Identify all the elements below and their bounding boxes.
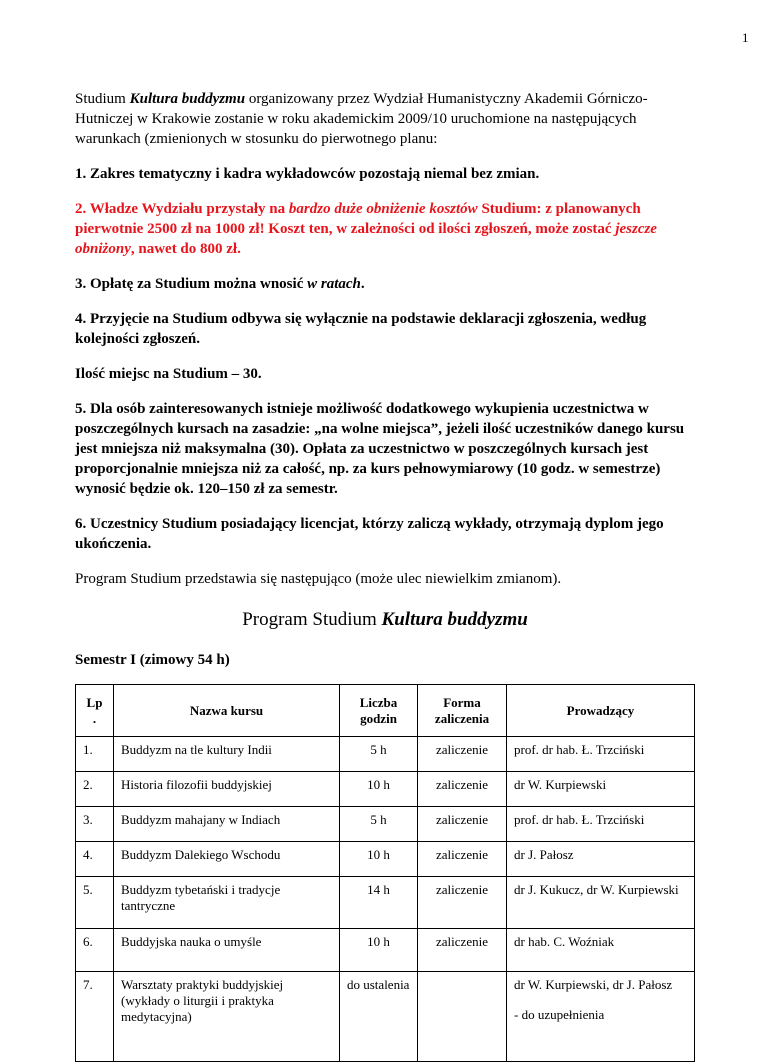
cell-course-name: Historia filozofii buddyjskiej [114, 772, 340, 807]
point-2-e: , nawet do 800 zł. [130, 241, 241, 257]
cell-lp: 2. [76, 772, 114, 807]
header-form: Forma zaliczenia [418, 685, 507, 737]
intro-paragraph [75, 89, 695, 149]
point-6: 6. Uczestnicy Studium posiadający licencjat, którzy zaliczą wykłady, otrzymają dyplom jego ukończenia. [75, 516, 664, 552]
cell-form: zaliczenie [418, 877, 507, 929]
semester-heading: Semestr I (zimowy 54 h) [75, 652, 230, 668]
cell-form [418, 972, 507, 1062]
cell-hours: 10 h [340, 842, 418, 877]
table-row [76, 737, 695, 772]
cell-form: zaliczenie [418, 842, 507, 877]
point-2 [75, 199, 695, 259]
program-title [75, 608, 695, 632]
places-count: Ilość miejsc na Studium – 30. [75, 366, 262, 382]
cell-course-name: Buddyzm Dalekiego Wschodu [114, 842, 340, 877]
cell-lp: 5. [76, 877, 114, 929]
cell-lecturer: dr W. Kurpiewski [507, 772, 695, 807]
program-title-pre: Program Studium [242, 609, 382, 630]
cell-course-name: Buddyjska nauka o umyśle [114, 929, 340, 972]
cell-course-name: Buddyzm tybetański i tradycje tantryczne [114, 877, 340, 929]
header-hours: Liczba godzin [340, 685, 418, 737]
point-4: 4. Przyjęcie na Studium odbywa się wyłącznie na podstawie deklaracji zgłoszenia, według kolejności zgłoszeń. [75, 311, 647, 347]
cell-lecturer: prof. dr hab. Ł. Trzciński [507, 807, 695, 842]
header-lecturer: Prowadzący [507, 685, 695, 737]
cell-lp: 3. [76, 807, 114, 842]
cell-form: zaliczenie [418, 929, 507, 972]
cell-form: zaliczenie [418, 737, 507, 772]
cell-lp: 1. [76, 737, 114, 772]
table-row [76, 929, 695, 972]
cell-lp: 7. [76, 972, 114, 1062]
lecturer-note: - do uzupełnienia [514, 1007, 605, 1022]
point-3-b: w ratach [307, 276, 361, 292]
cell-lecturer: dr hab. C. Woźniak [507, 929, 695, 972]
cell-hours: 10 h [340, 929, 418, 972]
table-row [76, 772, 695, 807]
cell-hours: 5 h [340, 807, 418, 842]
intro-post: organizowany przez Wydział Humanistyczny Akademii Górniczo-Hutniczej w Krakowie zostanie w roku akademickim 2009/10 uruchomione na następujących warunkach (zmienionych w stosunku do pierwotnego planu: [75, 91, 648, 147]
cell-lp: 4. [76, 842, 114, 877]
header-lp: Lp . [76, 685, 114, 737]
course-table [75, 684, 695, 1062]
cell-form: zaliczenie [418, 772, 507, 807]
cell-lecturer [507, 972, 695, 1062]
cell-lecturer: dr J. Kukucz, dr W. Kurpiewski [507, 877, 695, 929]
cell-hours: 10 h [340, 772, 418, 807]
point-3-c: . [360, 276, 365, 292]
cell-course-name: Buddyzm mahajany w Indiach [114, 807, 340, 842]
intro-pre: Studium [75, 91, 130, 107]
cell-lecturer: prof. dr hab. Ł. Trzciński [507, 737, 695, 772]
point-3-a: 3. Opłatę za Studium można wnosić [75, 276, 308, 292]
cell-course-name: Buddyzm na tle kultury Indii [114, 737, 340, 772]
table-row [76, 842, 695, 877]
cell-form: zaliczenie [418, 807, 507, 842]
table-row [76, 972, 695, 1062]
point-2-d: jeszcze obniżony [75, 221, 657, 257]
lecturer-names: dr W. Kurpiewski, dr J. Pałosz [514, 977, 673, 992]
cell-lp: 6. [76, 929, 114, 972]
point-2-a: 2. Władze Wydziału przystały na [75, 201, 289, 217]
point-3 [75, 274, 695, 294]
cell-course-name: Warsztaty praktyki buddyjskiej (wykłady o liturgii i praktyka medytacyjna) [114, 972, 340, 1062]
table-row [76, 877, 695, 929]
program-intro: Program Studium przedstawia się następująco (może ulec niewielkim zmianom). [75, 571, 562, 587]
program-title-name: Kultura buddyzmu [381, 609, 528, 630]
intro-study-name: Kultura buddyzmu [129, 91, 246, 107]
point-1: 1. Zakres tematyczny i kadra wykładowców pozostają niemal bez zmian. [75, 166, 540, 182]
header-course-name: Nazwa kursu [114, 685, 340, 737]
page-number: 1 [742, 30, 749, 45]
point-5: 5. Dla osób zainteresowanych istnieje możliwość dodatkowego wykupienia uczestnictwa w poszczególnych kursach na zasadzie: „na wolne miejsca”, jeżeli ilość uczestników danego kursu jest mniejsza niż maksymalna (30). Opłata za uczestnictwo w poszczególnych kursach jest proporcjonalnie mniejsza niż za całość, np. za kurs pełnowymiarowy (10 godz. w semestrze) wynosić będzie ok. 120–150 zł za semestr. [75, 401, 685, 497]
cell-hours: do ustalenia [340, 972, 418, 1062]
cell-hours: 14 h [340, 877, 418, 929]
table-header-row [76, 685, 695, 737]
table-row [76, 807, 695, 842]
document-body [75, 89, 695, 1062]
point-2-c: Studium: z planowanych pierwotnie 2500 zł na 1000 zł! Koszt ten, w zależności od ilości zgłoszeń, może zostać [75, 201, 641, 237]
cell-hours: 5 h [340, 737, 418, 772]
point-2-b: bardzo duże obniżenie kosztów [288, 201, 478, 217]
cell-lecturer: dr J. Pałosz [507, 842, 695, 877]
